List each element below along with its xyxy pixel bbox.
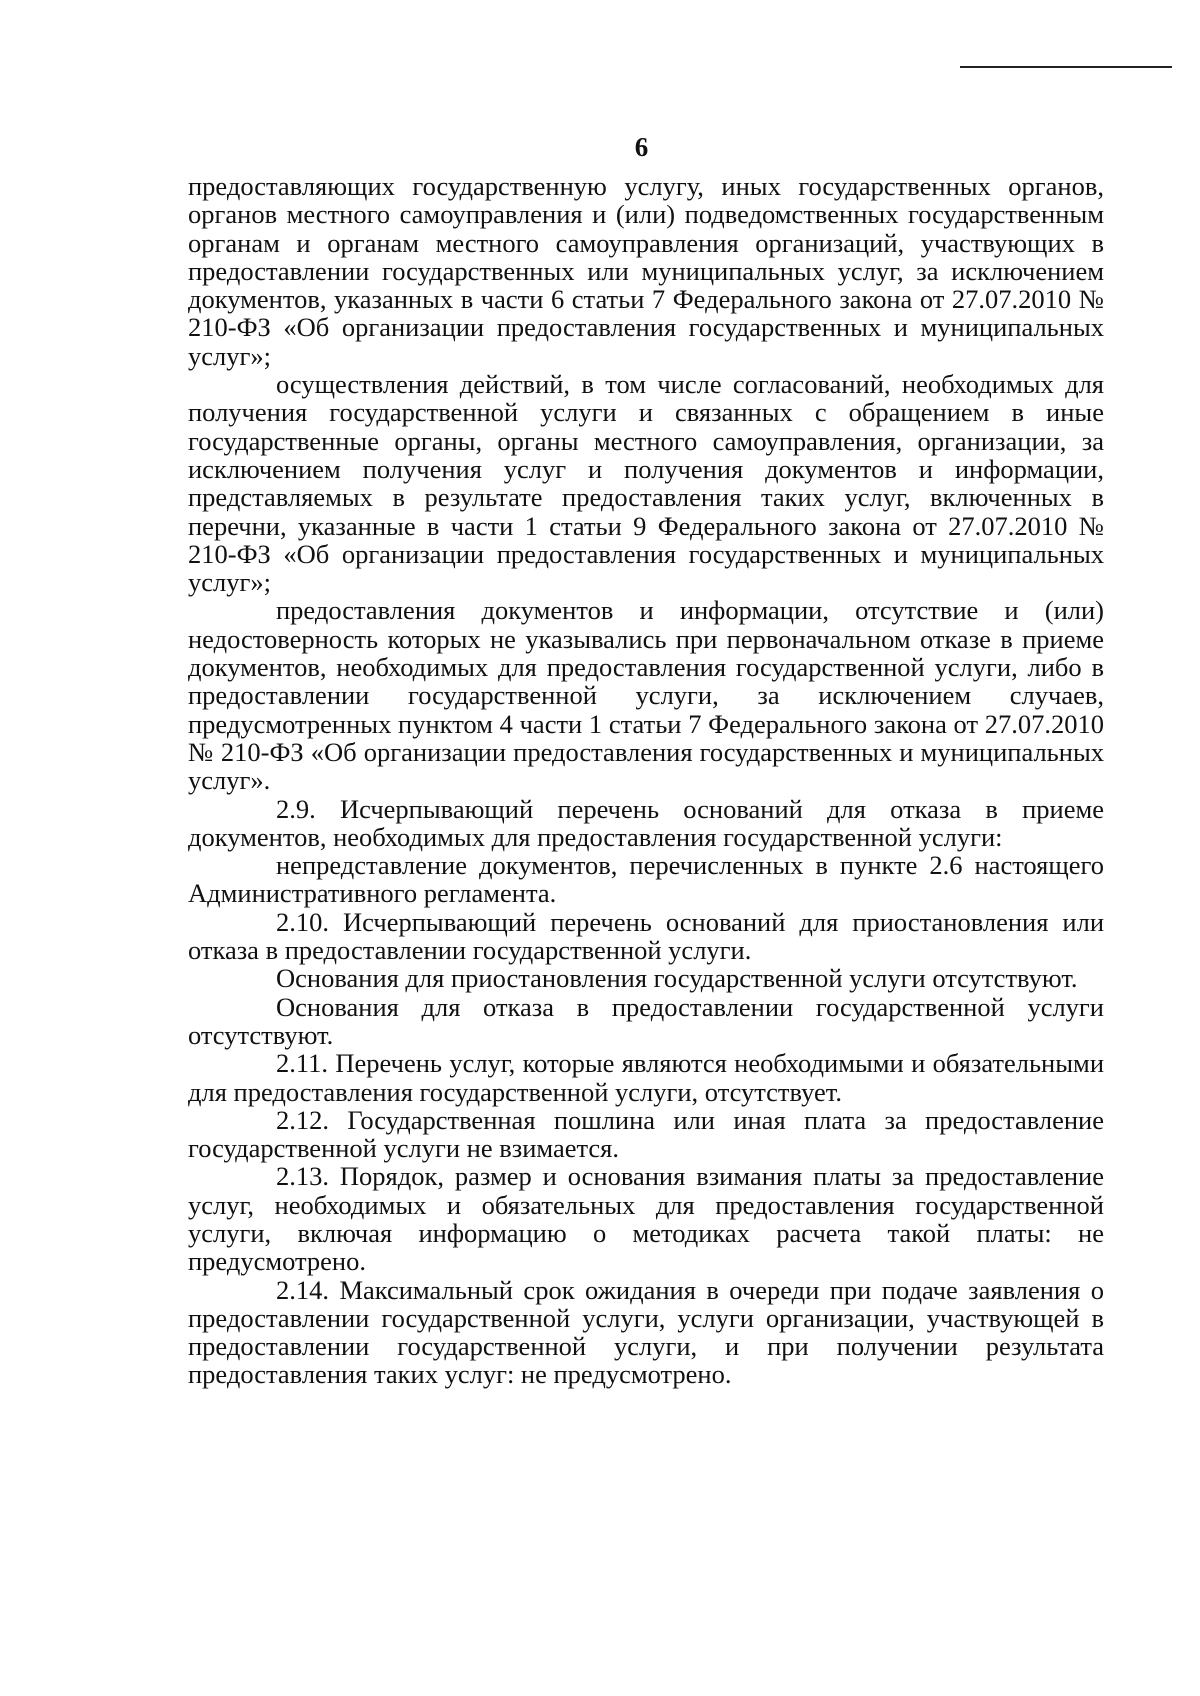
paragraph-continuation: предоставляющих государственную услугу, иных государственных органов, органов местного самоуправления и (или) подведомственных государственным органам и органам местного самоуправления организаций, участвующих в предоставлении государственных или муниципальных услуг, за исключением документов, указанных в части 6 статьи 7 Федерального закона от 27.07.2010 № 210-ФЗ «Об организации предоставления государственных и муниципальных услуг»; (188, 171, 1104, 371)
paragraph-2-9: 2.9. Исчерпывающий перечень оснований для отказа в приеме документов, необходимых для предоставления государственной услуги: (188, 793, 1104, 852)
paragraph-2-10: 2.10. Исчерпывающий перечень оснований для приостановления или отказа в предоставлении государственной услуги. (188, 906, 1104, 966)
paragraph-2-11: 2.11. Перечень услуг, которые являются необходимыми и обязательными для предоставления государственной услуги, отсутствует. (188, 1048, 1104, 1107)
paragraph-suspension-grounds: Основания для приостановления государственной услуги отсутствуют. (276, 963, 1078, 994)
document-body (188, 172, 1104, 1389)
page-number: 6 (634, 132, 649, 162)
paragraph-2-9-item: непредставление документов, перечисленных в пункте 2.6 настоящего Административного регламента. (188, 850, 1104, 909)
paragraph-2-14: 2.14. Максимальный срок ожидания в очереди при подаче заявления о предоставлении государственной услуги, услуги организации, участвующей в предоставлении государственной услуги, и при получении результата предоставления таких услуг: не предусмотрено. (188, 1274, 1104, 1390)
paragraph-refusal-grounds: Основания для отказа в предоставлении государственной услуги отсутствуют. (188, 991, 1104, 1050)
paragraph-2-12: 2.12. Государственная пошлина или иная плата за предоставление государственной услуги не взимается. (188, 1104, 1104, 1164)
header-rule (960, 66, 1172, 68)
paragraph-documents-info: предоставления документов и информации, отсутствие и (или) недостоверность которых не указывались при первоначальном отказе в приеме документов, необходимых для предоставления государственной услуги, либо в предоставлении государственной услуги, за исключением случаев, предусмотренных пунктом 4 части 1 статьи 7 Федерального закона от 27.07.2010 № 210-ФЗ «Об организации предоставления государственных и муниципальных услуг». (188, 595, 1104, 796)
paragraph-actions: осуществления действий, в том числе согласований, необходимых для получения государственной услуги и связанных с обращением в иные государственные органы, органы местного самоуправления, организации, за исключением получения услуг и получения документов и информации, представляемых в результате предоставления таких услуг, включенных в перечни, указанные в части 1 статьи 9 Федерального закона от 27.07.2010 № 210-ФЗ «Об организации предоставления государственных и муниципальных услуг»; (188, 369, 1104, 598)
paragraph-2-13: 2.13. Порядок, размер и основания взимания платы за предоставление услуг, необходимых и обязательных для предоставления государственной услуги, включая информацию о методиках расчета такой платы: не предусмотрено. (188, 1161, 1104, 1277)
